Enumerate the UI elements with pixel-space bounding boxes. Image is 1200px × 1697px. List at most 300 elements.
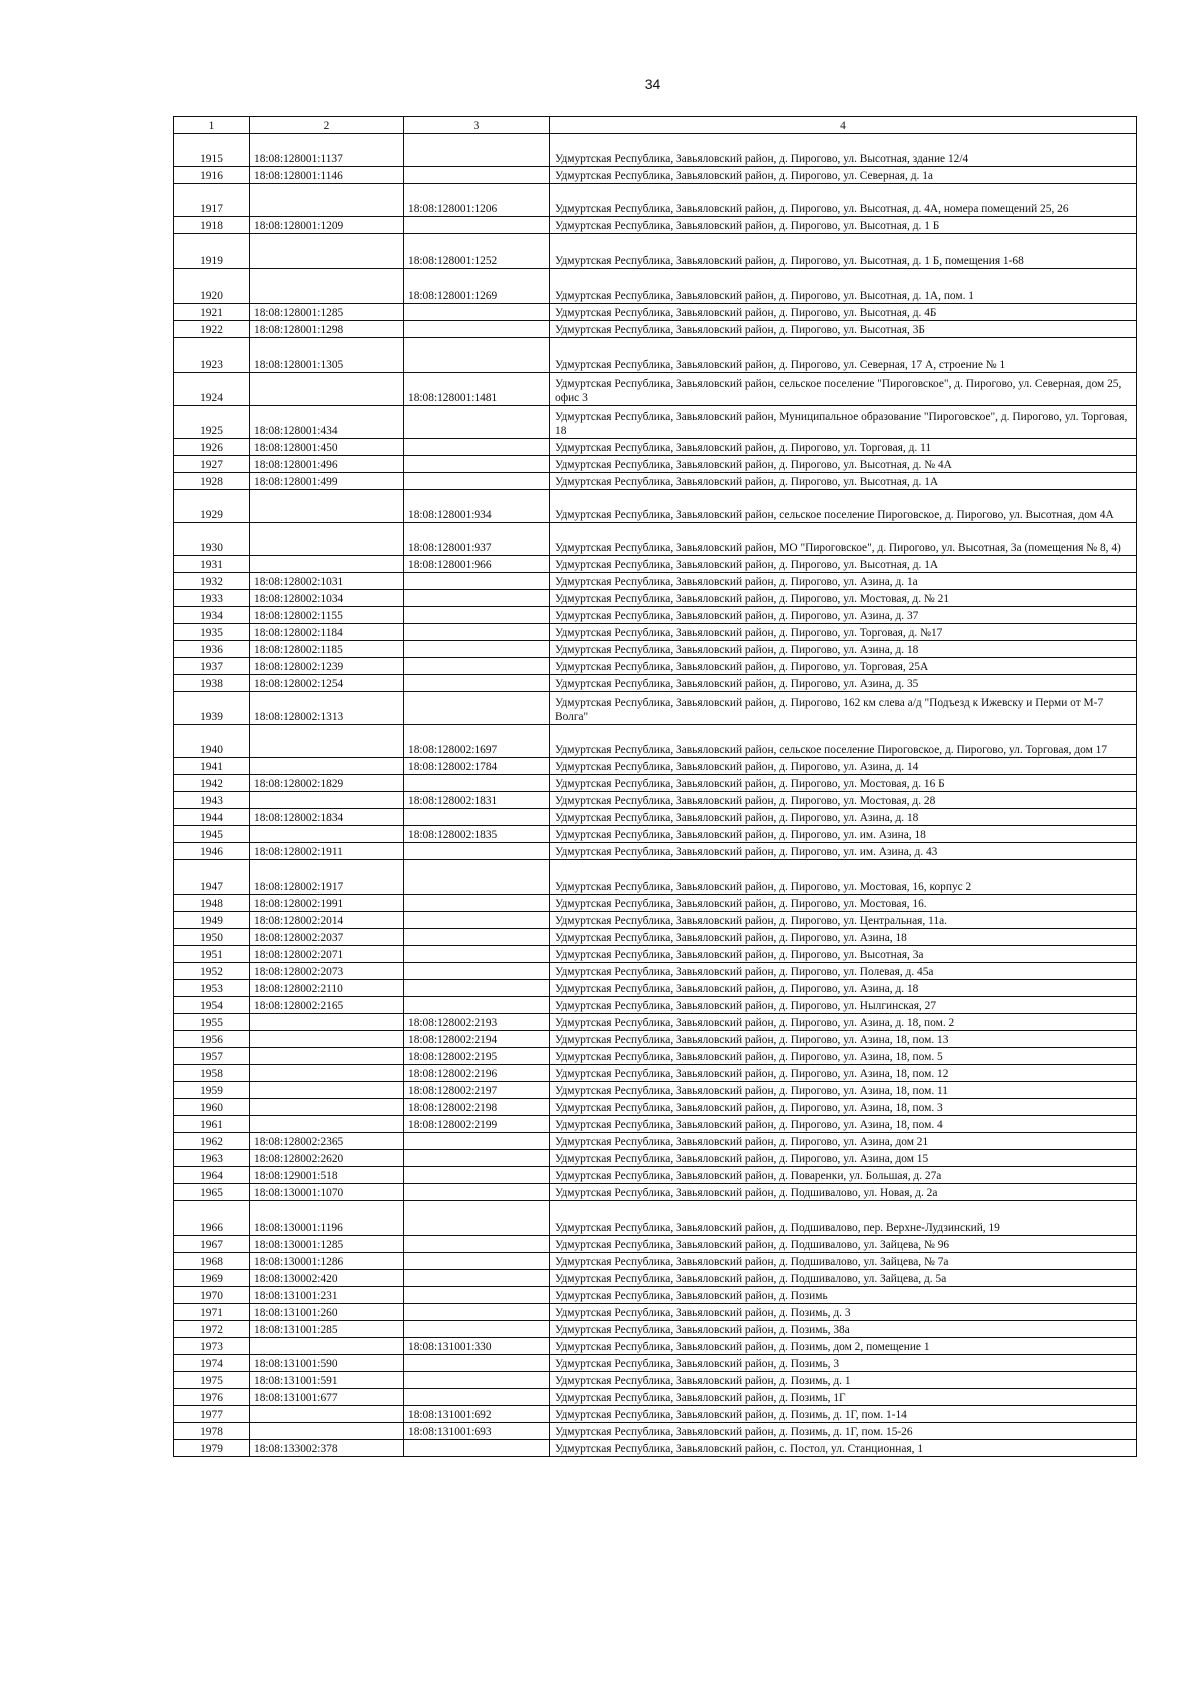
cadastral-number-alt-cell: 18:08:128001:1206	[404, 184, 550, 217]
cadastral-number-cell	[250, 234, 404, 269]
address-cell: Удмуртская Республика, Завьяловский район, д. Пирогово, ул. Торговая, д. 11	[550, 439, 1137, 456]
row-number-cell: 1972	[174, 1321, 250, 1338]
row-number-cell: 1948	[174, 895, 250, 912]
cadastral-number-alt-cell: 18:08:128002:2195	[404, 1048, 550, 1065]
table-row	[174, 1389, 1137, 1406]
table-row	[174, 134, 1137, 167]
cadastral-number-alt-cell	[404, 1253, 550, 1270]
cadastral-number-alt-cell	[404, 641, 550, 658]
cadastral-number-alt-cell: 18:08:128002:2194	[404, 1031, 550, 1048]
table-row	[174, 895, 1137, 912]
cadastral-number-cell: 18:08:128001:434	[250, 406, 404, 439]
table-row	[174, 843, 1137, 860]
table-row	[174, 1287, 1137, 1304]
row-number-cell: 1932	[174, 573, 250, 590]
cadastral-number-cell: 18:08:131001:677	[250, 1389, 404, 1406]
row-number-cell: 1974	[174, 1355, 250, 1372]
row-number-cell: 1960	[174, 1099, 250, 1116]
cadastral-number-alt-cell	[404, 624, 550, 641]
address-cell: Удмуртская Республика, Завьяловский район, д. Пирогово, ул. Мостовая, д. 28	[550, 792, 1137, 809]
row-number-cell: 1975	[174, 1372, 250, 1389]
table-row	[174, 946, 1137, 963]
cadastral-number-alt-cell	[404, 1201, 550, 1236]
cadastral-number-cell: 18:08:129001:518	[250, 1167, 404, 1184]
row-number-cell: 1934	[174, 607, 250, 624]
row-number-cell: 1969	[174, 1270, 250, 1287]
address-cell: Удмуртская Республика, Завьяловский район, д. Позимь, 38а	[550, 1321, 1137, 1338]
cadastral-number-alt-cell: 18:08:128002:2193	[404, 1014, 550, 1031]
address-cell: Удмуртская Республика, Завьяловский район, д. Пирогово, ул. Северная, 17 А, строение № 1	[550, 338, 1137, 373]
address-cell: Удмуртская Республика, Завьяловский район, д. Позимь, д. 1Г, пом. 15-26	[550, 1423, 1137, 1440]
cadastral-number-cell	[250, 1338, 404, 1355]
cadastral-number-cell: 18:08:128002:2037	[250, 929, 404, 946]
row-number-cell: 1971	[174, 1304, 250, 1321]
cadastral-number-cell: 18:08:128002:1911	[250, 843, 404, 860]
row-number-cell: 1939	[174, 692, 250, 725]
cadastral-number-alt-cell	[404, 912, 550, 929]
row-number-cell: 1952	[174, 963, 250, 980]
cadastral-number-alt-cell: 18:08:128001:937	[404, 523, 550, 556]
cadastral-number-cell	[250, 1048, 404, 1065]
cadastral-number-cell	[250, 725, 404, 758]
row-number-cell: 1967	[174, 1236, 250, 1253]
cadastral-number-alt-cell: 18:08:131001:330	[404, 1338, 550, 1355]
cadastral-number-alt-cell	[404, 843, 550, 860]
cadastral-number-alt-cell	[404, 946, 550, 963]
table-row	[174, 692, 1137, 725]
cadastral-number-cell: 18:08:128002:1991	[250, 895, 404, 912]
address-cell: Удмуртская Республика, Завьяловский район, д. Пирогово, ул. Высотная, д. 1А	[550, 473, 1137, 490]
row-number-cell: 1929	[174, 490, 250, 523]
table-row	[174, 184, 1137, 217]
table-row	[174, 1338, 1137, 1355]
cadastral-number-cell: 18:08:128002:1917	[250, 860, 404, 895]
row-number-cell: 1922	[174, 321, 250, 338]
address-cell: Удмуртская Республика, Завьяловский район, д. Пирогово, ул. Азина, 18, пом. 11	[550, 1082, 1137, 1099]
row-number-cell: 1944	[174, 809, 250, 826]
address-cell: Удмуртская Республика, Завьяловский район, д. Подшивалово, ул. Зайцева, № 7а	[550, 1253, 1137, 1270]
address-cell: Удмуртская Республика, Завьяловский район, сельское поселение Пироговское, д. Пирогово, ул. Высотная, дом 4А	[550, 490, 1137, 523]
table-row	[174, 573, 1137, 590]
cadastral-number-cell	[250, 1014, 404, 1031]
address-cell: Удмуртская Республика, Завьяловский район, д. Пирогово, ул. Мостовая, д. № 21	[550, 590, 1137, 607]
address-cell: Удмуртская Республика, Завьяловский район, д. Пирогово, ул. Высотная, д. 1А, пом. 1	[550, 269, 1137, 304]
cadastral-number-alt-cell	[404, 658, 550, 675]
address-cell: Удмуртская Республика, Завьяловский район, д. Пирогово, ул. Азина, д. 18	[550, 980, 1137, 997]
address-cell: Удмуртская Республика, Завьяловский район, д. Пирогово, ул. Высотная, здание 12/4	[550, 134, 1137, 167]
cadastral-number-alt-cell: 18:08:128001:934	[404, 490, 550, 523]
table-row	[174, 406, 1137, 439]
address-cell: Удмуртская Республика, Завьяловский район, сельское поселение Пироговское, д. Пирогово, ул. Торговая, дом 17	[550, 725, 1137, 758]
row-number-cell: 1924	[174, 373, 250, 406]
cadastral-number-alt-cell	[404, 406, 550, 439]
cadastral-number-cell	[250, 269, 404, 304]
cadastral-number-alt-cell	[404, 692, 550, 725]
cadastral-number-cell: 18:08:128002:2620	[250, 1150, 404, 1167]
table-row	[174, 1167, 1137, 1184]
cadastral-number-alt-cell	[404, 1287, 550, 1304]
row-number-cell: 1979	[174, 1440, 250, 1457]
address-cell: Удмуртская Республика, Завьяловский район, д. Пирогово, ул. Торговая, д. №17	[550, 624, 1137, 641]
row-number-cell: 1977	[174, 1406, 250, 1423]
address-cell: Удмуртская Республика, Завьяловский район, д. Позимь, 3	[550, 1355, 1137, 1372]
cadastral-number-alt-cell	[404, 573, 550, 590]
row-number-cell: 1956	[174, 1031, 250, 1048]
table-row	[174, 269, 1137, 304]
row-number-cell: 1968	[174, 1253, 250, 1270]
row-number-cell: 1938	[174, 675, 250, 692]
address-cell: Удмуртская Республика, Завьяловский район, д. Пирогово, ул. Азина, 18, пом. 3	[550, 1099, 1137, 1116]
table-row	[174, 167, 1137, 184]
address-cell: Удмуртская Республика, Завьяловский район, д. Подшивалово, пер. Верхне-Лудзинский, 19	[550, 1201, 1137, 1236]
cadastral-number-cell: 18:08:128002:2110	[250, 980, 404, 997]
table-row	[174, 373, 1137, 406]
address-cell: Удмуртская Республика, Завьяловский район, д. Позимь	[550, 1287, 1137, 1304]
table-row	[174, 523, 1137, 556]
cadastral-number-cell: 18:08:130001:1286	[250, 1253, 404, 1270]
table-row	[174, 1236, 1137, 1253]
table-row	[174, 1082, 1137, 1099]
cadastral-number-cell: 18:08:130002:420	[250, 1270, 404, 1287]
address-cell: Удмуртская Республика, Завьяловский район, д. Пирогово, ул. Мостовая, 16, корпус 2	[550, 860, 1137, 895]
column-header-4: 4	[550, 117, 1137, 134]
table-row	[174, 1133, 1137, 1150]
cadastral-number-alt-cell: 18:08:128002:2198	[404, 1099, 550, 1116]
table-body	[174, 134, 1137, 1457]
address-cell: Удмуртская Республика, Завьяловский район, д. Пирогово, ул. Центральная, 11а.	[550, 912, 1137, 929]
cadastral-number-alt-cell: 18:08:128001:1481	[404, 373, 550, 406]
cadastral-number-cell: 18:08:128002:2165	[250, 997, 404, 1014]
cadastral-number-alt-cell: 18:08:128002:1835	[404, 826, 550, 843]
row-number-cell: 1917	[174, 184, 250, 217]
cadastral-number-cell: 18:08:128001:450	[250, 439, 404, 456]
cadastral-number-alt-cell	[404, 1236, 550, 1253]
row-number-cell: 1951	[174, 946, 250, 963]
cadastral-number-cell	[250, 826, 404, 843]
column-header-2: 2	[250, 117, 404, 134]
row-number-cell: 1958	[174, 1065, 250, 1082]
table-row	[174, 1270, 1137, 1287]
row-number-cell: 1961	[174, 1116, 250, 1133]
address-cell: Удмуртская Республика, Завьяловский район, д. Пирогово, ул. Мостовая, 16.	[550, 895, 1137, 912]
row-number-cell: 1976	[174, 1389, 250, 1406]
cadastral-number-cell: 18:08:128002:1829	[250, 775, 404, 792]
address-cell: Удмуртская Республика, Завьяловский район, д. Пирогово, ул. Мостовая, д. 16 Б	[550, 775, 1137, 792]
address-cell: Удмуртская Республика, Завьяловский район, с. Постол, ул. Станционная, 1	[550, 1440, 1137, 1457]
row-number-cell: 1920	[174, 269, 250, 304]
cadastral-number-alt-cell	[404, 860, 550, 895]
cadastral-number-alt-cell: 18:08:128002:2199	[404, 1116, 550, 1133]
row-number-cell: 1973	[174, 1338, 250, 1355]
cadastral-number-cell: 18:08:130001:1196	[250, 1201, 404, 1236]
cadastral-number-alt-cell: 18:08:128002:1784	[404, 758, 550, 775]
table-row	[174, 758, 1137, 775]
row-number-cell: 1963	[174, 1150, 250, 1167]
cadastral-number-cell: 18:08:128002:2365	[250, 1133, 404, 1150]
address-cell: Удмуртская Республика, Завьяловский район, д. Пирогово, ул. Высотная, 3а	[550, 946, 1137, 963]
address-cell: Удмуртская Республика, Завьяловский район, д. Пирогово, ул. Азина, д. 14	[550, 758, 1137, 775]
cadastral-number-alt-cell	[404, 473, 550, 490]
row-number-cell: 1937	[174, 658, 250, 675]
cadastral-number-cell: 18:08:128001:496	[250, 456, 404, 473]
address-cell: Удмуртская Республика, Завьяловский район, д. Подшивалово, ул. Зайцева, № 96	[550, 1236, 1137, 1253]
cadastral-number-alt-cell	[404, 304, 550, 321]
cadastral-number-cell	[250, 373, 404, 406]
address-cell: Удмуртская Республика, Завьяловский район, д. Пирогово, 162 км слева а/д "Подъезд к Ижевску и Перми от М-7 Волга"	[550, 692, 1137, 725]
table-row	[174, 473, 1137, 490]
address-cell: Удмуртская Республика, Завьяловский район, д. Пирогово, ул. Нылгинская, 27	[550, 997, 1137, 1014]
table-row	[174, 860, 1137, 895]
row-number-cell: 1965	[174, 1184, 250, 1201]
row-number-cell: 1954	[174, 997, 250, 1014]
cadastral-number-alt-cell	[404, 1150, 550, 1167]
cadastral-number-alt-cell	[404, 456, 550, 473]
property-table	[173, 116, 1137, 1457]
table-row	[174, 1321, 1137, 1338]
row-number-cell: 1945	[174, 826, 250, 843]
address-cell: Удмуртская Республика, Завьяловский район, д. Позимь, дом 2, помещение 1	[550, 1338, 1137, 1355]
row-number-cell: 1927	[174, 456, 250, 473]
table-row	[174, 490, 1137, 523]
address-cell: Удмуртская Республика, Завьяловский район, Муниципальное образование "Пироговское", д. Пирогово, ул. Торговая, 18	[550, 406, 1137, 439]
cadastral-number-cell	[250, 1082, 404, 1099]
cadastral-number-cell: 18:08:128001:1137	[250, 134, 404, 167]
cadastral-number-alt-cell	[404, 1167, 550, 1184]
cadastral-number-alt-cell	[404, 1355, 550, 1372]
cadastral-number-alt-cell	[404, 439, 550, 456]
cadastral-number-alt-cell	[404, 1440, 550, 1457]
cadastral-number-alt-cell: 18:08:128002:2196	[404, 1065, 550, 1082]
table-row	[174, 1099, 1137, 1116]
cadastral-number-alt-cell	[404, 321, 550, 338]
address-cell: Удмуртская Республика, Завьяловский район, д. Пирогово, ул. Азина, дом 21	[550, 1133, 1137, 1150]
table-row	[174, 1372, 1137, 1389]
table-row	[174, 1440, 1137, 1457]
table-row	[174, 321, 1137, 338]
cadastral-number-alt-cell	[404, 929, 550, 946]
address-cell: Удмуртская Республика, Завьяловский район, д. Пирогово, ул. Высотная, д. 1А	[550, 556, 1137, 573]
row-number-cell: 1921	[174, 304, 250, 321]
row-number-cell: 1947	[174, 860, 250, 895]
address-cell: Удмуртская Республика, Завьяловский район, сельское поселение "Пироговское", д. Пирогово, ул. Северная, дом 25, офис 3	[550, 373, 1137, 406]
cadastral-number-alt-cell	[404, 167, 550, 184]
table-row	[174, 792, 1137, 809]
cadastral-number-alt-cell	[404, 217, 550, 234]
table-row	[174, 658, 1137, 675]
address-cell: Удмуртская Республика, Завьяловский район, д. Пирогово, ул. Высотная, д. 4Б	[550, 304, 1137, 321]
address-cell: Удмуртская Республика, Завьяловский район, д. Пирогово, ул. Азина, д. 18	[550, 641, 1137, 658]
table-row	[174, 929, 1137, 946]
cadastral-number-cell	[250, 523, 404, 556]
table-row	[174, 1150, 1137, 1167]
row-number-cell: 1959	[174, 1082, 250, 1099]
table-row	[174, 912, 1137, 929]
cadastral-number-cell: 18:08:128002:1034	[250, 590, 404, 607]
table-row	[174, 809, 1137, 826]
table-row	[174, 675, 1137, 692]
row-number-cell: 1978	[174, 1423, 250, 1440]
cadastral-number-alt-cell: 18:08:131001:692	[404, 1406, 550, 1423]
address-cell: Удмуртская Республика, Завьяловский район, д. Пирогово, ул. Полевая, д. 45а	[550, 963, 1137, 980]
cadastral-number-alt-cell	[404, 997, 550, 1014]
cadastral-number-cell: 18:08:128002:1239	[250, 658, 404, 675]
cadastral-number-cell	[250, 1116, 404, 1133]
row-number-cell: 1926	[174, 439, 250, 456]
address-cell: Удмуртская Республика, Завьяловский район, д. Пирогово, ул. Торговая, 25А	[550, 658, 1137, 675]
cadastral-number-cell: 18:08:131001:590	[250, 1355, 404, 1372]
table-row	[174, 304, 1137, 321]
cadastral-number-cell	[250, 792, 404, 809]
cadastral-number-alt-cell	[404, 1389, 550, 1406]
address-cell: Удмуртская Республика, Завьяловский район, д. Пирогово, ул. им. Азина, 18	[550, 826, 1137, 843]
column-header-3: 3	[404, 117, 550, 134]
cadastral-number-cell: 18:08:128001:1298	[250, 321, 404, 338]
cadastral-number-cell	[250, 490, 404, 523]
row-number-cell: 1962	[174, 1133, 250, 1150]
row-number-cell: 1970	[174, 1287, 250, 1304]
cadastral-number-alt-cell	[404, 338, 550, 373]
cadastral-number-cell: 18:08:128002:1313	[250, 692, 404, 725]
table-row	[174, 456, 1137, 473]
row-number-cell: 1933	[174, 590, 250, 607]
table-row	[174, 1304, 1137, 1321]
cadastral-number-cell: 18:08:130001:1285	[250, 1236, 404, 1253]
cadastral-number-cell: 18:08:131001:260	[250, 1304, 404, 1321]
table-row	[174, 607, 1137, 624]
row-number-cell: 1950	[174, 929, 250, 946]
table-row	[174, 439, 1137, 456]
cadastral-number-cell: 18:08:128001:1146	[250, 167, 404, 184]
cadastral-number-cell	[250, 758, 404, 775]
table-row	[174, 1014, 1137, 1031]
cadastral-number-cell: 18:08:133002:378	[250, 1440, 404, 1457]
cadastral-number-alt-cell	[404, 675, 550, 692]
table-row	[174, 963, 1137, 980]
cadastral-number-cell: 18:08:130001:1070	[250, 1184, 404, 1201]
address-cell: Удмуртская Республика, Завьяловский район, д. Пирогово, ул. Азина, 18, пом. 13	[550, 1031, 1137, 1048]
table-row	[174, 1184, 1137, 1201]
cadastral-number-cell: 18:08:131001:591	[250, 1372, 404, 1389]
table-row	[174, 590, 1137, 607]
row-number-cell: 1916	[174, 167, 250, 184]
cadastral-number-cell	[250, 1031, 404, 1048]
cadastral-number-alt-cell	[404, 1133, 550, 1150]
cadastral-number-cell	[250, 184, 404, 217]
row-number-cell: 1946	[174, 843, 250, 860]
address-cell: Удмуртская Республика, Завьяловский район, д. Пирогово, ул. Высотная, д. 1 Б	[550, 217, 1137, 234]
address-cell: Удмуртская Республика, Завьяловский район, д. Пирогово, ул. Азина, д. 37	[550, 607, 1137, 624]
address-cell: Удмуртская Республика, Завьяловский район, д. Позимь, д. 3	[550, 1304, 1137, 1321]
address-cell: Удмуртская Республика, Завьяловский район, д. Пирогово, ул. им. Азина, д. 43	[550, 843, 1137, 860]
address-cell: Удмуртская Республика, Завьяловский район, д. Поваренки, ул. Большая, д. 27а	[550, 1167, 1137, 1184]
address-cell: Удмуртская Республика, Завьяловский район, д. Пирогово, ул. Высотная, д. 1 Б, помещения 1-68	[550, 234, 1137, 269]
address-cell: Удмуртская Республика, Завьяловский район, МО "Пироговское", д. Пирогово, ул. Высотная, 3а (помещения № 8, 4)	[550, 523, 1137, 556]
table-row	[174, 1253, 1137, 1270]
table-row	[174, 234, 1137, 269]
cadastral-number-cell: 18:08:128002:2073	[250, 963, 404, 980]
address-cell: Удмуртская Республика, Завьяловский район, д. Пирогово, ул. Азина, 18, пом. 5	[550, 1048, 1137, 1065]
table-header	[174, 117, 1137, 134]
row-number-cell: 1935	[174, 624, 250, 641]
cadastral-number-cell: 18:08:128001:499	[250, 473, 404, 490]
row-number-cell: 1953	[174, 980, 250, 997]
cadastral-number-alt-cell: 18:08:128002:1697	[404, 725, 550, 758]
cadastral-number-alt-cell	[404, 809, 550, 826]
row-number-cell: 1940	[174, 725, 250, 758]
cadastral-number-alt-cell	[404, 1372, 550, 1389]
cadastral-number-cell	[250, 1406, 404, 1423]
table-row	[174, 1406, 1137, 1423]
cadastral-number-alt-cell	[404, 590, 550, 607]
cadastral-number-cell: 18:08:128002:1184	[250, 624, 404, 641]
cadastral-number-alt-cell: 18:08:128001:1269	[404, 269, 550, 304]
table-row	[174, 725, 1137, 758]
address-cell: Удмуртская Республика, Завьяловский район, д. Пирогово, ул. Высотная, д. 4А, номера помещений 25, 26	[550, 184, 1137, 217]
row-number-cell: 1930	[174, 523, 250, 556]
cadastral-number-cell	[250, 1423, 404, 1440]
cadastral-number-cell: 18:08:128002:1254	[250, 675, 404, 692]
row-number-cell: 1943	[174, 792, 250, 809]
cadastral-number-cell: 18:08:128001:1209	[250, 217, 404, 234]
cadastral-number-alt-cell	[404, 895, 550, 912]
row-number-cell: 1942	[174, 775, 250, 792]
address-cell: Удмуртская Республика, Завьяловский район, д. Пирогово, ул. Азина, дом 15	[550, 1150, 1137, 1167]
row-number-cell: 1919	[174, 234, 250, 269]
cadastral-number-alt-cell	[404, 980, 550, 997]
cadastral-number-cell	[250, 1065, 404, 1082]
table-row	[174, 1048, 1137, 1065]
address-cell: Удмуртская Республика, Завьяловский район, д. Подшивалово, ул. Зайцева, д. 5а	[550, 1270, 1137, 1287]
address-cell: Удмуртская Республика, Завьяловский район, д. Пирогово, ул. Азина, 18	[550, 929, 1137, 946]
table-row	[174, 641, 1137, 658]
table-row	[174, 775, 1137, 792]
cadastral-number-cell: 18:08:128002:1834	[250, 809, 404, 826]
address-cell: Удмуртская Республика, Завьяловский район, д. Пирогово, ул. Северная, д. 1а	[550, 167, 1137, 184]
table-row	[174, 556, 1137, 573]
address-cell: Удмуртская Республика, Завьяловский район, д. Позимь, 1Г	[550, 1389, 1137, 1406]
table-row	[174, 1065, 1137, 1082]
row-number-cell: 1941	[174, 758, 250, 775]
table-row	[174, 338, 1137, 373]
row-number-cell: 1949	[174, 912, 250, 929]
address-cell: Удмуртская Республика, Завьяловский район, д. Пирогово, ул. Азина, д. 18	[550, 809, 1137, 826]
cadastral-number-cell	[250, 1099, 404, 1116]
row-number-cell: 1931	[174, 556, 250, 573]
page-number: 34	[644, 76, 661, 92]
cadastral-number-alt-cell: 18:08:128001:966	[404, 556, 550, 573]
cadastral-number-alt-cell	[404, 1304, 550, 1321]
row-number-cell: 1918	[174, 217, 250, 234]
cadastral-number-alt-cell	[404, 134, 550, 167]
table-row	[174, 1116, 1137, 1133]
table-row	[174, 1031, 1137, 1048]
table-row	[174, 624, 1137, 641]
address-cell: Удмуртская Республика, Завьяловский район, д. Пирогово, ул. Высотная, 3Б	[550, 321, 1137, 338]
cadastral-number-alt-cell	[404, 607, 550, 624]
table-row	[174, 217, 1137, 234]
cadastral-number-alt-cell: 18:08:128001:1252	[404, 234, 550, 269]
address-cell: Удмуртская Республика, Завьяловский район, д. Пирогово, ул. Азина, 18, пом. 4	[550, 1116, 1137, 1133]
cadastral-number-cell: 18:08:128002:2071	[250, 946, 404, 963]
cadastral-number-alt-cell: 18:08:131001:693	[404, 1423, 550, 1440]
table-row	[174, 1355, 1137, 1372]
cadastral-number-cell: 18:08:128002:1031	[250, 573, 404, 590]
table-row	[174, 980, 1137, 997]
cadastral-number-alt-cell: 18:08:128002:1831	[404, 792, 550, 809]
row-number-cell: 1955	[174, 1014, 250, 1031]
row-number-cell: 1936	[174, 641, 250, 658]
cadastral-number-alt-cell	[404, 1270, 550, 1287]
